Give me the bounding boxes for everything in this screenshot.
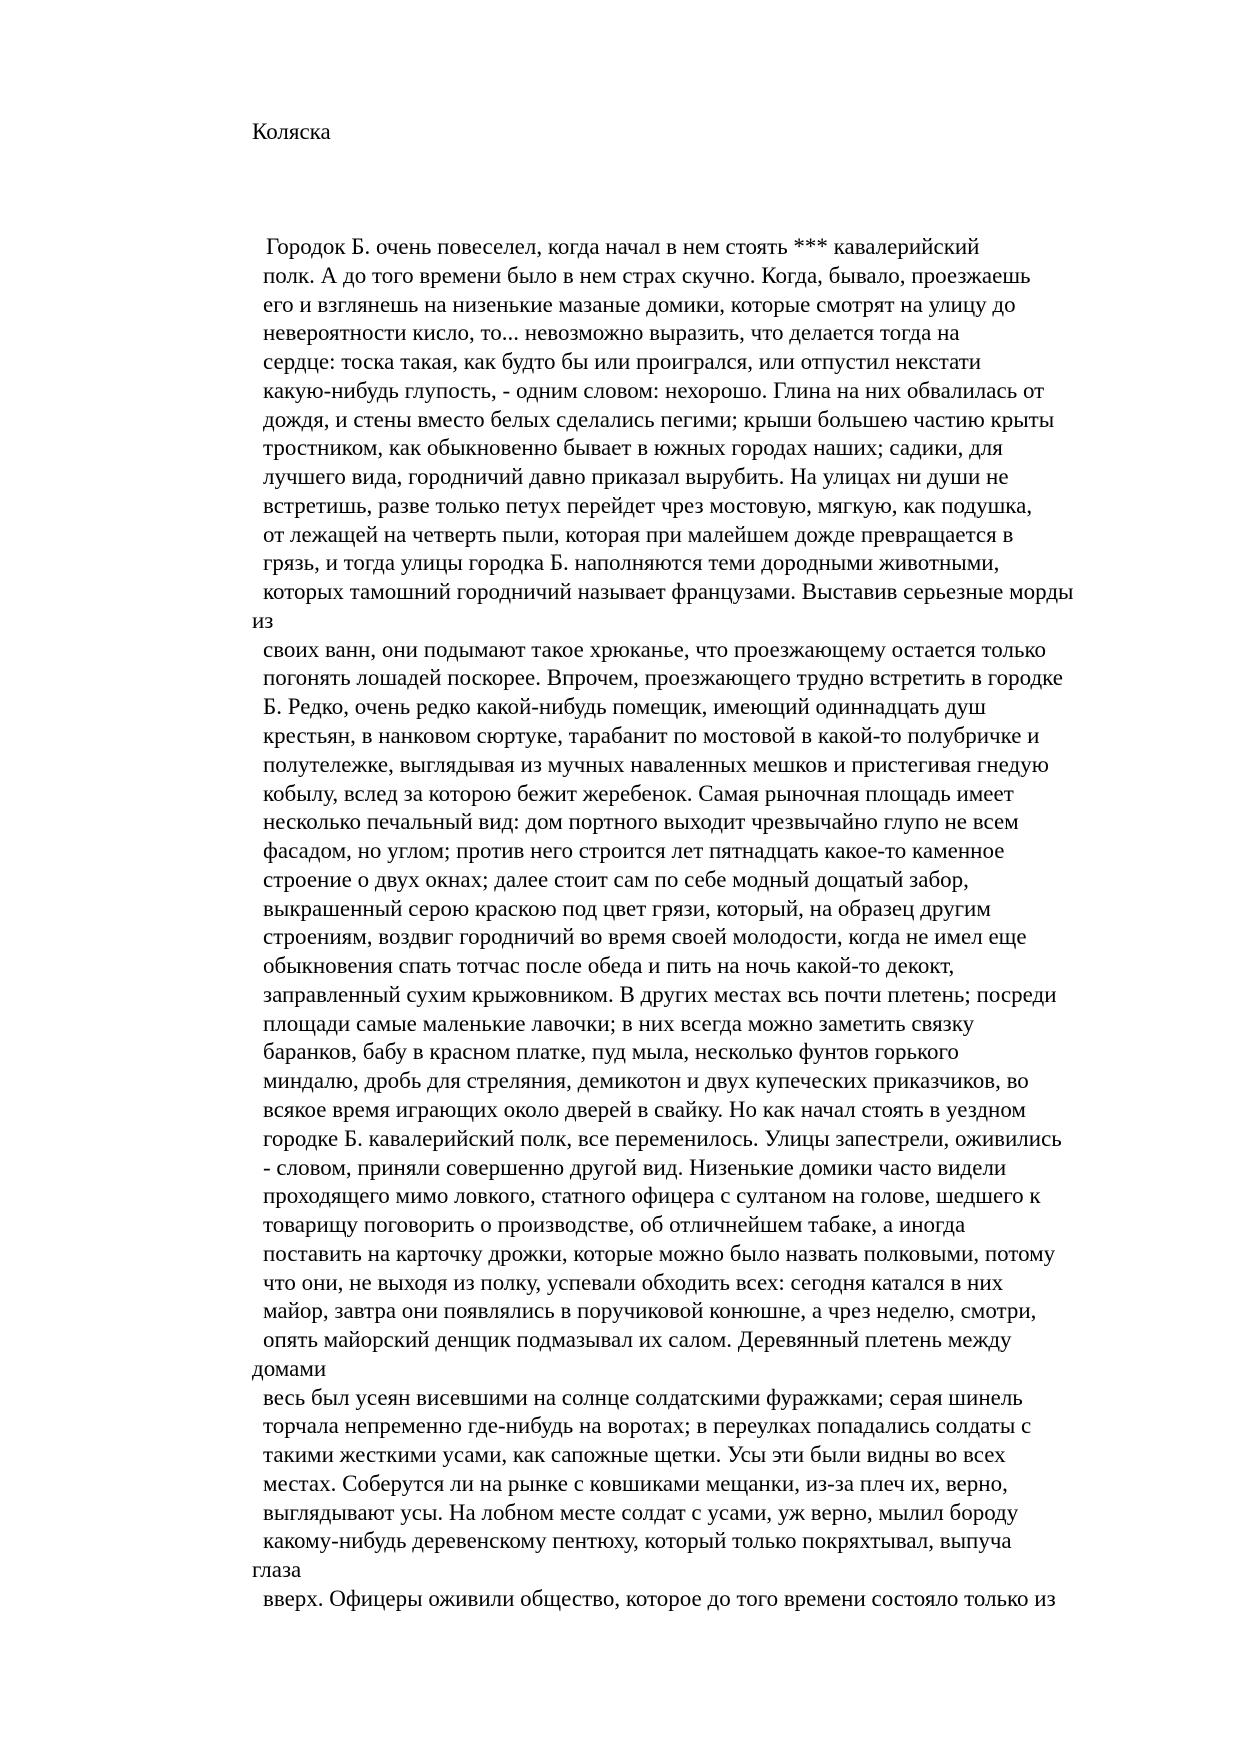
text-line-wrap: домами: [252, 1355, 327, 1381]
text-line: несколько печальный вид: дом портного выходит чрезвычайно глупо не всем: [263, 809, 1019, 835]
text-line: весь был усеян висевшими на солнце солдатскими фуражками; серая шинель: [263, 1384, 1023, 1410]
text-line: его и взглянешь на низенькие мазаные домики, которые смотрят на улицу до: [263, 291, 1016, 317]
text-line: местах. Соберутся ли на рынке с ковшиками мещанки, из-за плеч их, верно,: [263, 1470, 1008, 1496]
text-line: выглядывают усы. На лобном месте солдат с усами, уж верно, мылил бороду: [263, 1499, 1019, 1525]
text-line: своих ванн, они подымают такое хрюканье, что проезжающему остается только: [263, 636, 1046, 662]
text-line: торчала непременно где-нибудь на воротах; в переулках попадались солдаты с: [263, 1413, 1032, 1439]
text-line: лучшего вида, городничий давно приказал вырубить. На улицах ни души не: [263, 464, 1009, 490]
text-line: заправленный сухим крыжовником. В других местах всь почти плетень; посреди: [263, 981, 1057, 1007]
text-line: Городок Б. очень повеселел, когда начал в нем стоять *** кавалерийский: [266, 234, 980, 259]
text-line: опять майорский денщик подмазывал их салом. Деревянный плетень между: [263, 1327, 1012, 1353]
text-line: какому-нибудь деревенскому пентюху, который только покряхтывал, выпуча: [263, 1528, 1012, 1554]
text-line: тростником, как обыкновенно бывает в южных городах наших; садики, для: [263, 435, 1003, 461]
text-line: всякое время играющих около дверей в свайку. Но как начал стоять в уездном: [263, 1096, 1026, 1122]
text-line: майор, завтра они появлялись в поручиковой конюшне, а чрез неделю, смотри,: [263, 1298, 1037, 1324]
text-line: обыкновения спать тотчас после обеда и пить на ночь какой-то декокт,: [263, 953, 955, 979]
text-line-wrap: из: [252, 607, 274, 633]
text-line: Б. Редко, очень редко какой-нибудь помещик, имеющий одиннадцать душ: [263, 694, 987, 720]
text-line: проходящего мимо ловкого, статного офицера с султаном на голове, шедшего к: [263, 1183, 1041, 1209]
text-line: сердце: тоска такая, как будто бы или проигрался, или отпустил некстати: [263, 349, 982, 375]
text-line: строениям, воздвиг городничий во время своей молодости, когда не имел еще: [263, 924, 1027, 950]
text-line: строение о двух окнах; далее стоит сам по себе модный дощатый забор,: [263, 866, 969, 892]
text-line: миндалю, дробь для стреляния, демикотон и двух купеческих приказчиков, во: [263, 1068, 1029, 1094]
text-line: полутележке, выглядывая из мучных наваленных мешков и пристегивая гнедую: [263, 751, 1049, 777]
text-line: от лежащей на четверть пыли, которая при малейшем дожде превращается в: [263, 521, 1014, 547]
text-line: что они, не выходя из полку, успевали обходить всех: сегодня катался в них: [263, 1269, 1004, 1295]
text-line: товарищу поговорить о производстве, об отличнейшем табаке, а иногда: [263, 1212, 966, 1238]
document-title: Коляска: [252, 119, 331, 144]
text-line: которых тамошний городничий называет французами. Выставив серьезные морды: [263, 579, 1074, 605]
text-line: грязь, и тогда улицы городка Б. наполняются теми дородными животными,: [263, 550, 1000, 576]
text-line: баранков, бабу в красном платке, пуд мыла, несколько фунтов горького: [263, 1039, 959, 1065]
document-body: [252, 233, 1212, 1614]
text-line: фасадом, но углом; против него строится лет пятнадцать какое-то каменное: [263, 838, 1005, 864]
text-line: площади самые маленькие лавочки; в них всегда можно заметить связку: [263, 1010, 975, 1036]
text-line: кобылу, вслед за которою бежит жеребенок. Самая рыночная площадь имеет: [263, 780, 1014, 806]
text-line: выкрашенный серою краскою под цвет грязи, который, на образец другим: [263, 895, 991, 921]
text-line: городке Б. кавалерийский полк, все переменилось. Улицы запестрели, оживились: [263, 1125, 1062, 1151]
text-line: погонять лошадей поскорее. Впрочем, проезжающего трудно встретить в городке: [263, 665, 1063, 691]
text-line: поставить на карточку дрожки, которые можно было назвать полковыми, потому: [263, 1240, 1056, 1266]
text-line: такими жесткими усами, как сапожные щетки. Усы эти были видны во всех: [263, 1442, 1006, 1468]
text-line: встретишь, разве только петух перейдет чрез мостовую, мягкую, как подушка,: [263, 492, 1033, 518]
text-line: - словом, приняли совершенно другой вид. Низенькие домики часто видели: [263, 1154, 1007, 1180]
text-line: полк. А до того времени было в нем страх скучно. Когда, бывало, проезжаешь: [263, 262, 1031, 288]
text-line: вверх. Офицеры оживили общество, которое до того времени состояло только из: [263, 1585, 1056, 1611]
text-line: крестьян, в нанковом сюртуке, тарабанит по мостовой в какой-то полубричке и: [263, 723, 1040, 749]
text-line: какую-нибудь глупость, - одним словом: нехорошо. Глина на них обвалилась от: [263, 377, 1045, 403]
text-line: невероятности кисло, то... невозможно выразить, что делается тогда на: [263, 320, 960, 346]
text-line-wrap: глаза: [252, 1557, 302, 1583]
text-line: дождя, и стены вместо белых сделались пегими; крыши большею частию крыты: [263, 406, 1055, 432]
